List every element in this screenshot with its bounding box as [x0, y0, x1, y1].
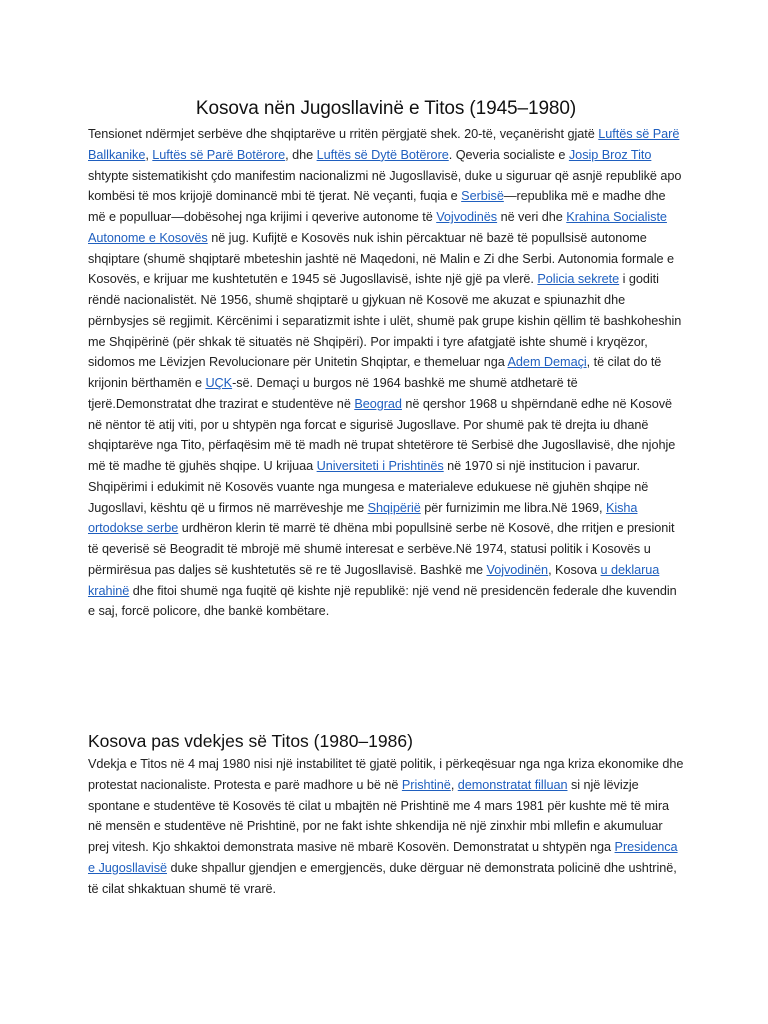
body-text: shtypte sistematikisht çdo manifestim nacionalizmi në Jugosllavisë, duke u siguruar që asnjë republikë apo kombësi të mos krijojë dominancë mbi të tjerat. Në veçanti, fuqia e: [88, 168, 682, 204]
body-text: për furnizimin me libra.Në 1969,: [420, 500, 606, 515]
inline-link[interactable]: Adem Demaçi: [507, 355, 587, 370]
inline-link[interactable]: Vojvodinën: [486, 562, 549, 577]
body-text: , dhe: [285, 147, 317, 162]
body-text: ,: [145, 147, 153, 162]
inline-link[interactable]: Beograd: [354, 396, 402, 411]
body-text: urdhëron klerin të marrë të dhëna mbi popullsinë serbe në Kosovë, dhe rritjen e presionit të qeverisë së Beogradit të mbrojë më shumë interesat e serbëve.Në 1974, statusi politik i Kosovës u përmirësua pas daljes së kushtetutës së re të Jugosllavisë. Bashkë me: [88, 521, 675, 577]
document-page: [88, 94, 684, 896]
body-text: , Kosova: [548, 562, 601, 577]
body-text: Vdekja e Titos në 4 maj 1980 nisi një instabilitet të gjatë politik, i përkeqësuar nga nga kriza ekonomike dhe protestat nacionaliste. Protesta e parë madhore u bë në: [88, 757, 684, 792]
body-text: në jug. Kufijtë e Kosovës nuk ishin përcaktuar në bazë të popullsisë autonome shqiptare (shumë shqiptarë mbeteshin jashtë në Maqedoni, në Malin e Zi dhe Serbi. Autonomia formale e Kosovës, e krijuar me kushtetutën e 1945 së Jugosllavisë, ishte një gjë pa vlerë.: [88, 230, 674, 287]
section-post-tito: [88, 728, 684, 899]
inline-link[interactable]: u deklarua krahinë: [88, 562, 660, 598]
body-text: , të cilat do të krijonin bërthamën e: [88, 355, 662, 390]
body-text: duke shpallur gjendjen e emergjencës, duke dërguar në demonstrata policinë dhe ushtrinë, të cilat shkaktuan shumë të vrarë.: [88, 860, 677, 896]
inline-link[interactable]: Presidenca e Jugosllavisë: [88, 840, 678, 875]
inline-link[interactable]: Luftës së Parë Botërore: [152, 147, 286, 162]
inline-link[interactable]: demonstratat filluan: [457, 777, 568, 792]
section-body-tito-era: [88, 124, 684, 622]
inline-link[interactable]: Luftës së Dytë Botërore: [316, 147, 449, 162]
inline-link[interactable]: UÇK: [205, 376, 233, 390]
inline-link[interactable]: Josip Broz Tito: [568, 147, 652, 162]
inline-link[interactable]: Prishtinë: [401, 777, 451, 792]
inline-link[interactable]: Vojvodinës: [436, 210, 498, 224]
section-title-post-tito: Kosova pas vdekjes së Titos (1980–1986): [88, 731, 413, 751]
inline-link[interactable]: Luftës së Parë Ballkanike: [88, 127, 680, 162]
inline-link[interactable]: Krahina Socialiste Autonome e Kosovës: [88, 210, 667, 245]
body-text: —republika më e madhe dhe më e populluar—dobësohej nga krijimi i qeverive autonome të: [88, 189, 666, 224]
body-text: në veri dhe: [497, 210, 567, 224]
body-text: ,: [450, 777, 458, 792]
section-body-post-tito: [88, 754, 684, 899]
inline-link[interactable]: Serbisë: [461, 189, 504, 204]
body-text: dhe fitoi shumë nga fuqitë që kishte një republikë: një vend në presidencën federale dhe kuvendin e saj, forcë policore, dhe bankë kombëtare.: [88, 583, 677, 619]
body-text: në 1970 si një institucion i pavarur. Shqipërimi i edukimit në Kosovës vuante nga mungesa e materialeve edukuese në gjuhën shqipe në Jugosllavi, kështu që u firmos në marrëveshje me: [88, 459, 649, 515]
section-title-tito-era: Kosova nën Jugosllavinë e Titos (1945–1980): [195, 98, 577, 119]
inline-link[interactable]: Universiteti i Prishtinës: [316, 459, 444, 473]
body-text: në qershor 1968 u shpërndanë edhe në Kosovë në nëntor të atij viti, por u shtypën nga forcat e sigurisë Jugosllave. Por shumë pak të drejta iu dhanë shqiptarëve nga Tito, përfaqësim më të madh në trupat shtetërore të Serbisë dhe Jugosllavisë, dhe njohje më të madhe të gjuhës shqipe. U krijuaa: [88, 396, 676, 473]
body-text: Tensionet ndërmjet serbëve dhe shqiptarëve u rritën përgjatë shek. 20-të, veçanërisht gjatë: [88, 127, 599, 141]
inline-link[interactable]: Shqipërië: [367, 500, 421, 515]
body-text: . Qeveria socialiste e: [448, 147, 569, 162]
body-text: i goditi rëndë nacionalistët. Në 1956, shumë shqiptarë u gjykuan në Kosovë me akuzat e spiunazhit dhe përnbysjes së regjimit. Kërcënimi i separatizmit ishte i ulët, shumë pak grupe kishin qëllim të bashkoheshin me Shqipërinë (për shkak të situatës në Shqipëri). Por impakti i tyre afatgjatë ishte shumë i kryqëzor, sidomos me Lëvizjen Revolucionare për Unitetin Shqiptar, e themeluar nga: [88, 272, 682, 370]
body-text: si një lëvizje spontane e studentëve të Kosovës të cilat u mbajtën në Prishtinë me 4 mars 1981 për kushte më të mira në mensën e studentëve në Prishtinë, por ne fakt ishte shkendija në një zinxhir mbi mllefin e akumuluar prej vitesh. Kjo shkaktoi demonstrata masive në mbarë Kosovën. Demonstratat u shtypën nga: [88, 777, 670, 854]
inline-link[interactable]: Kisha ortodokse serbe: [88, 500, 638, 536]
body-text: -së. Demaçi u burgos në 1964 bashkë me shumë atdhetarë të tjerë.Demonstratat dhe trazirat e studentëve në: [88, 376, 578, 411]
inline-link[interactable]: Policia sekrete: [537, 272, 620, 287]
